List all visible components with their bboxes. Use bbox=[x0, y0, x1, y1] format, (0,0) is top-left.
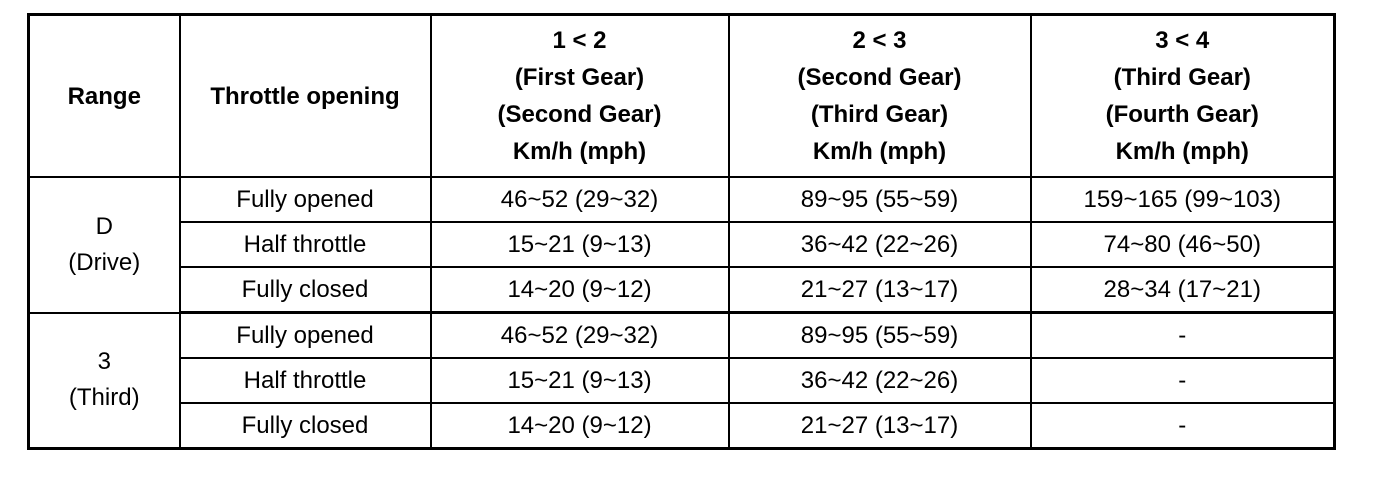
header-range: Range bbox=[29, 15, 180, 178]
speed-cell-3-4: 74~80 (46~50) bbox=[1031, 222, 1335, 267]
speed-cell-2-3: 21~27 (13~17) bbox=[729, 403, 1031, 449]
table-row bbox=[29, 177, 1335, 222]
throttle-cell: Half throttle bbox=[180, 358, 431, 403]
range-sublabel: (Third) bbox=[68, 384, 140, 412]
header-shift-3-4-line: (Third Gear) bbox=[1113, 64, 1251, 91]
range-cell-third bbox=[29, 313, 180, 449]
table-row bbox=[29, 403, 1335, 449]
speed-cell-3-4: - bbox=[1031, 403, 1335, 449]
header-row bbox=[29, 15, 1335, 178]
range-cell-drive bbox=[29, 177, 180, 313]
speed-cell-3-4: 28~34 (17~21) bbox=[1031, 267, 1335, 313]
header-shift-3-4-line: Km/h (mph) bbox=[1115, 138, 1249, 165]
header-shift-2-3-line: (Third Gear) bbox=[810, 101, 949, 128]
speed-cell-1-2: 46~52 (29~32) bbox=[431, 177, 729, 222]
header-shift-1-2-line: 1 < 2 bbox=[552, 27, 607, 54]
speed-cell-1-2: 14~20 (9~12) bbox=[431, 267, 729, 313]
header-shift-3-4 bbox=[1031, 15, 1335, 178]
table-row bbox=[29, 313, 1335, 359]
speed-cell-2-3: 89~95 (55~59) bbox=[729, 313, 1031, 359]
speed-cell-3-4: - bbox=[1031, 358, 1335, 403]
speed-cell-2-3: 21~27 (13~17) bbox=[729, 267, 1031, 313]
speed-cell-1-2: 14~20 (9~12) bbox=[431, 403, 729, 449]
speed-cell-2-3: 89~95 (55~59) bbox=[729, 177, 1031, 222]
throttle-cell: Fully opened bbox=[180, 313, 431, 359]
header-throttle-opening: Throttle opening bbox=[180, 15, 431, 178]
throttle-cell: Half throttle bbox=[180, 222, 431, 267]
header-shift-3-4-line: 3 < 4 bbox=[1155, 27, 1210, 54]
throttle-cell: Fully closed bbox=[180, 403, 431, 449]
speed-cell-1-2: 15~21 (9~13) bbox=[431, 222, 729, 267]
header-shift-1-2 bbox=[431, 15, 729, 178]
speed-cell-1-2: 15~21 (9~13) bbox=[431, 358, 729, 403]
header-shift-3-4-line: (Fourth Gear) bbox=[1105, 101, 1259, 128]
throttle-cell: Fully opened bbox=[180, 177, 431, 222]
range-label: 3 bbox=[97, 348, 111, 376]
range-label: D bbox=[95, 212, 113, 240]
speed-cell-3-4: 159~165 (99~103) bbox=[1031, 177, 1335, 222]
speed-cell-2-3: 36~42 (22~26) bbox=[729, 358, 1031, 403]
header-shift-2-3 bbox=[729, 15, 1031, 178]
speed-cell-1-2: 46~52 (29~32) bbox=[431, 313, 729, 359]
range-sublabel: (Drive) bbox=[68, 248, 141, 276]
header-shift-1-2-line: Km/h (mph) bbox=[512, 138, 647, 165]
throttle-cell: Fully closed bbox=[180, 267, 431, 313]
table-row bbox=[29, 222, 1335, 267]
shift-speed-table bbox=[27, 13, 1336, 450]
table-row bbox=[29, 358, 1335, 403]
header-shift-2-3-line: Km/h (mph) bbox=[812, 138, 947, 165]
speed-cell-2-3: 36~42 (22~26) bbox=[729, 222, 1031, 267]
table-row bbox=[29, 267, 1335, 313]
speed-cell-3-4: - bbox=[1031, 313, 1335, 359]
header-shift-1-2-line: (Second Gear) bbox=[497, 101, 662, 128]
header-shift-1-2-line: (First Gear) bbox=[514, 64, 645, 91]
header-shift-2-3-line: (Second Gear) bbox=[797, 64, 962, 91]
header-shift-2-3-line: 2 < 3 bbox=[852, 27, 907, 54]
